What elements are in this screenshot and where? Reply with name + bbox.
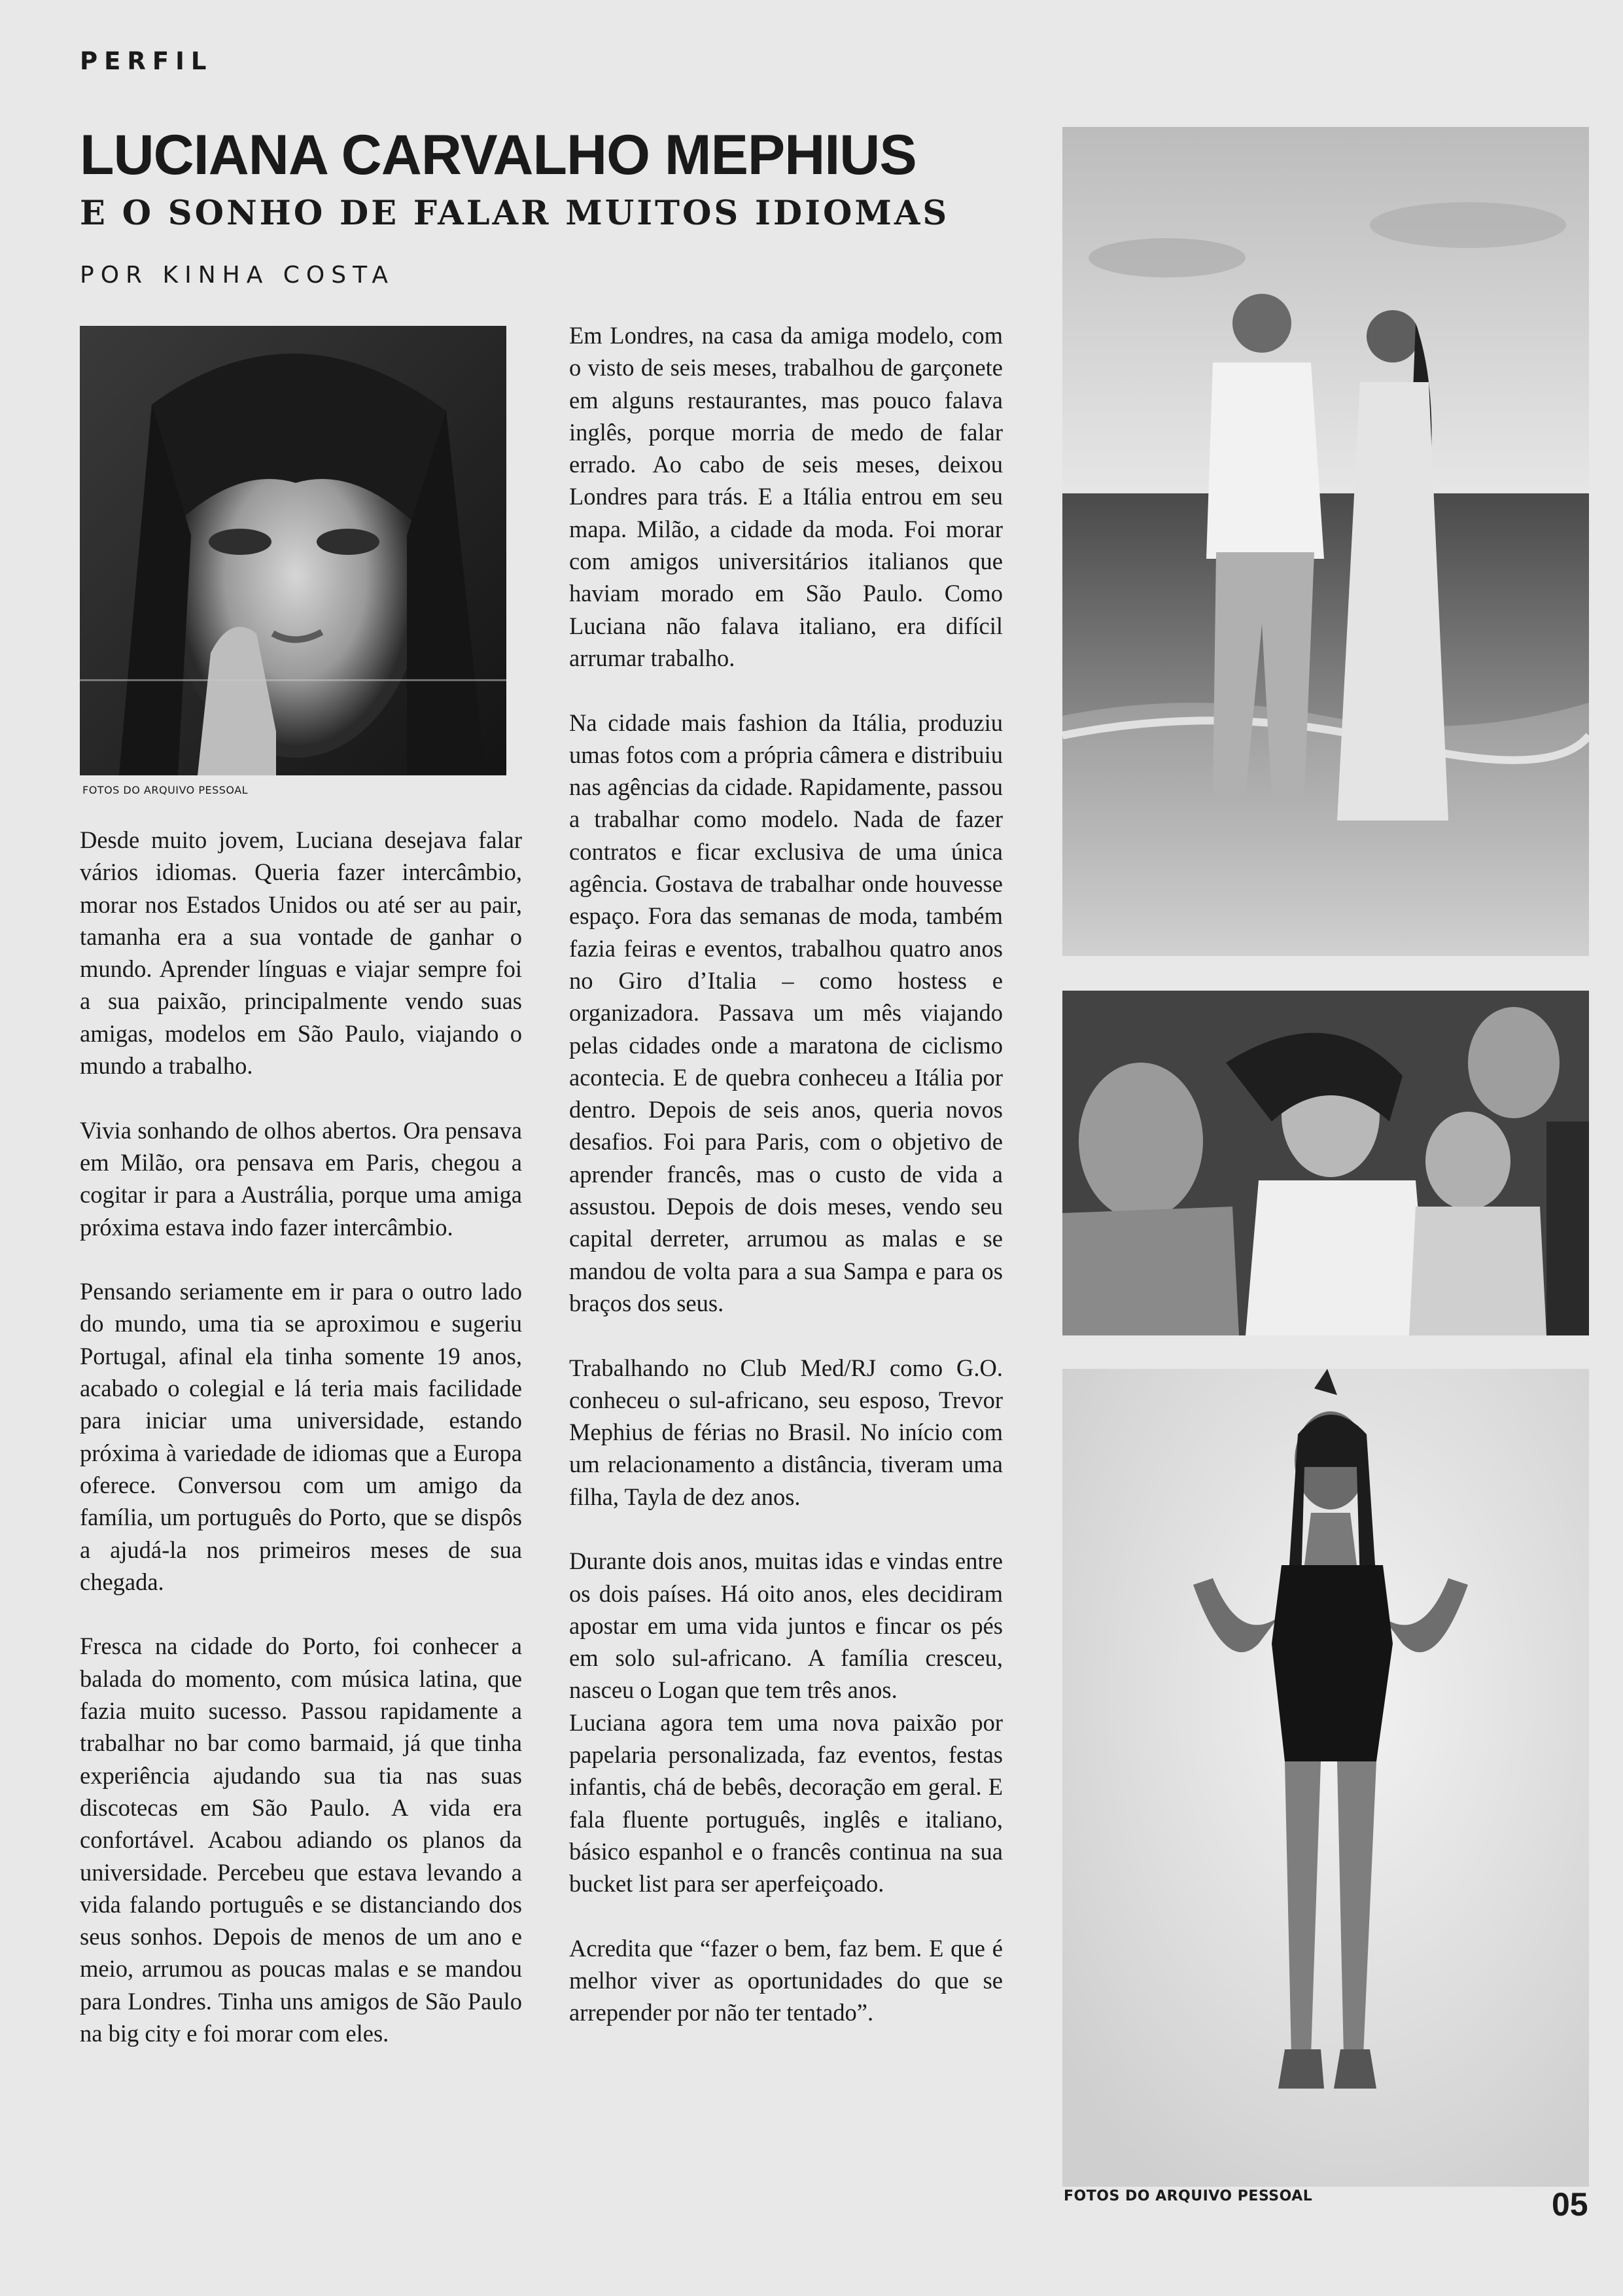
model-caption: FOTOS DO ARQUIVO PESSOAL: [1064, 2188, 1313, 2204]
beach-couple-photo: [1062, 127, 1589, 956]
paragraph: Em Londres, na casa da amiga modelo, com o visto de seis meses, trabalhou de garçonete em alguns restaurantes, mas pouco falava inglês, porque morria de medo de falar errado. Ao cabo de seis meses, deixou Londres para trás. E a Itália entrou em seu mapa. Milão, a cidade da moda. Foi morar com amigos universitários italianos que haviam morado em São Paulo. Como Luciana não falava italiano, era difícil arrumar trabalho.: [569, 322, 1003, 671]
paragraph: Na cidade mais fashion da Itália, produziu umas fotos com a própria câmera e distribuiu nas agências da cidade. Rapidamente, passou a trabalhar como modelo. Nada de fazer contratos e ficar exclusiva de uma única agência. Gostava de trabalhar onde houvesse espaço. Fora das semanas de moda, também fazia feiras e eventos, trabalhou quatro anos no Giro d’Italia – como hostess e organizadora. Passava um mês viajando pelas cidades onde a maratona de ciclismo acontecia. E de quebra conheceu a Itália por dentro. Depois de seis anos, queria novos desafios. Foi para Paris, com o objetivo de aprender francês, mas o custo de vida a assustou. Depois de dois meses, vendo seu capital derreter, arrumou as malas e se mandou de volta para a sua Sampa e para os braços dos seus.: [569, 709, 1003, 1316]
model-photo: [1062, 1369, 1589, 2187]
paragraph: Acredita que “fazer o bem, faz bem. E que é melhor viver as oportunidades do que se arrepender por não ter tentado”.: [569, 1934, 1003, 2026]
paragraph: Vivia sonhando de olhos abertos. Ora pensava em Milão, ora pensava em Paris, chegou a cogitar ir para a Austrália, porque uma amiga próxima estava indo fazer intercâmbio.: [80, 1116, 522, 1241]
article-column-1: [80, 824, 522, 2049]
paragraph: Durante dois anos, muitas idas e vindas entre os dois países. Há oito anos, eles decidiram apostar em uma vida juntos e fincar os pés em solo sul-africano. A família cresceu, nasceu o Logan que tem três anos.: [569, 1547, 1003, 1704]
section-label: PERFIL: [80, 47, 213, 75]
article-column-2: [569, 319, 1003, 2029]
paragraph: Fresca na cidade do Porto, foi conhecer a balada do momento, com música latina, que fazia muito sucesso. Passou rapidamente a trabalhar no bar como barmaid, já que tinha experiência ajudando sua tia nas suas discotecas em São Paulo. A vida era confortável. Acabou adiando os planos da universidade. Percebeu que estava levando a vida falando português e se distanciando dos seus sonhos. Depois de menos de um ano e meio, arrumou as poucas malas e se mandou para Londres. Tinha uns amigos de São Paulo na big city e foi morar com eles.: [80, 1633, 522, 2047]
paragraph: Luciana agora tem uma nova paixão por papelaria personalizada, faz eventos, festas infantis, chá de bebês, decoração em geral. E fala fluente português, inglês e italiano, básico espanhol e o francês continua na sua bucket list para ser aperfeiçoado.: [569, 1708, 1003, 1898]
article-title: LUCIANA CARVALHO MEPHIUS: [80, 124, 916, 186]
page-number: 05: [1552, 2186, 1588, 2223]
byline: POR KINHA COSTA: [80, 262, 394, 289]
paragraph: Pensando seriamente em ir para o outro lado do mundo, uma tia se aproximou e sugeriu Portugal, afinal ela tinha somente 19 anos, acabado o colegial e lá teria mais facilidade para iniciar uma universidade, estando próxima à variedade de idiomas que a Europa oferece. Conversou com um amigo da família, um português do Porto, que se dispôs a ajudá-la nos primeiros meses de sua chegada.: [80, 1278, 522, 1595]
portrait-photo: [80, 326, 506, 775]
article-subtitle: E O SONHO DE FALAR MUITOS IDIOMAS: [80, 194, 950, 233]
portrait-caption: FOTOS DO ARQUIVO PESSOAL: [82, 784, 249, 796]
paragraph: Desde muito jovem, Luciana desejava falar vários idiomas. Queria fazer intercâmbio, morar nos Estados Unidos ou até ser au pair, tamanha era a sua vontade de ganhar o mundo. Aprender línguas e viajar sempre foi a sua paixão, principalmente vendo suas amigas, modelos em São Paulo, viajando o mundo a trabalho.: [80, 826, 522, 1080]
paragraph: Trabalhando no Club Med/RJ como G.O. conheceu o sul-africano, seu esposo, Trevor Mephius de férias no Brasil. No início com um relacionamento a distância, tiveram uma filha, Tayla de dez anos.: [569, 1354, 1003, 1510]
family-photo: [1062, 991, 1589, 1335]
